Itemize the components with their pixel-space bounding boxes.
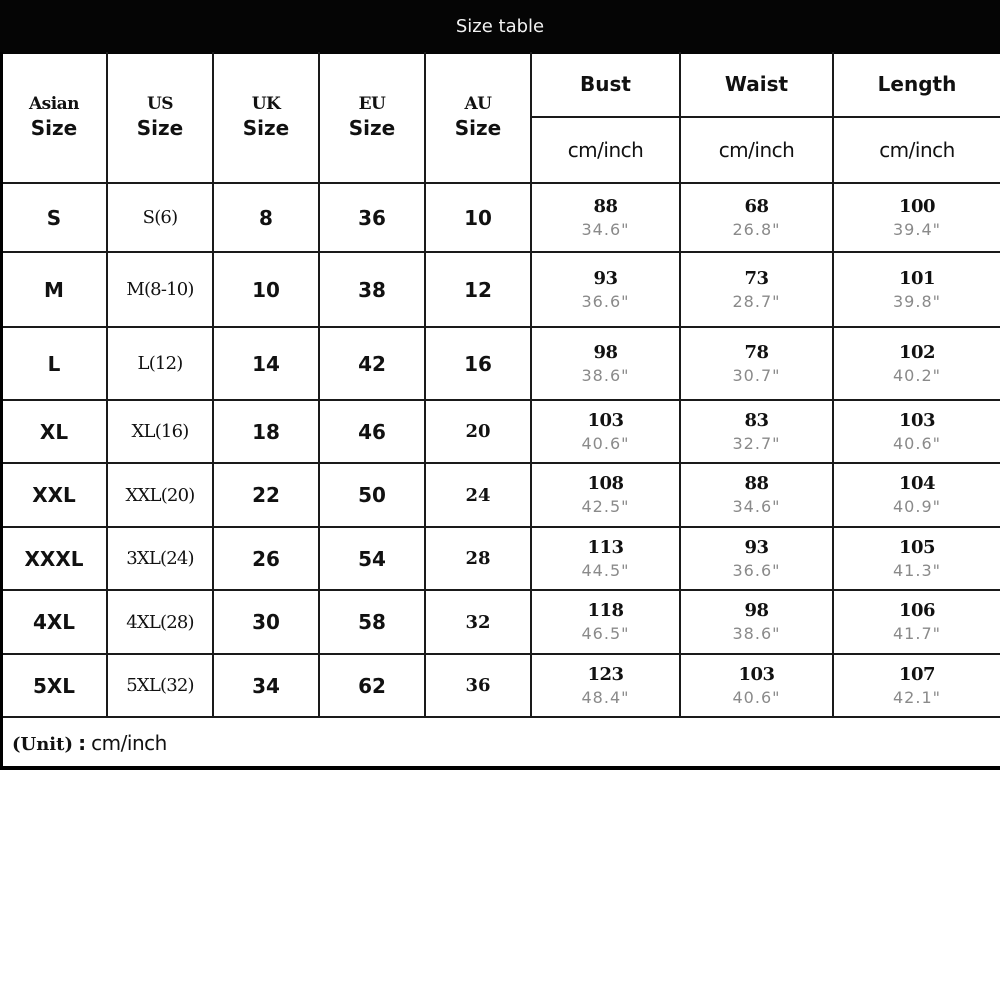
bust-cell [531, 590, 680, 654]
uk-size-cell [213, 463, 319, 527]
table-row [2, 252, 1000, 327]
length-cell [833, 654, 1000, 717]
asian-size-cell-value: 4XL [32, 610, 76, 634]
bust-cell [531, 463, 680, 527]
bust-cell [531, 252, 680, 327]
header-label: Size [136, 116, 184, 140]
waist-cm-value: 88 [744, 473, 769, 494]
au-size-cell-value: 12 [464, 277, 492, 302]
us-size-cell-value: 3XL(24) [126, 548, 194, 569]
left-border [0, 52, 3, 770]
asian-size-cell [2, 327, 107, 400]
eu-size-cell [319, 327, 425, 400]
bust-inch-value: 38.6" [581, 365, 630, 385]
eu-size-cell [319, 654, 425, 717]
au-size-cell-value: 20 [465, 421, 491, 442]
us-size-cell [107, 400, 213, 463]
au-size-cell-value: 16 [464, 351, 492, 376]
unit-note-value: cm/inch [91, 730, 167, 755]
bust-inch-value: 46.5" [581, 624, 630, 643]
asian-size-cell [2, 400, 107, 463]
waist-inch-value: 40.6" [732, 687, 781, 707]
header-row-top [2, 52, 1000, 117]
asian-size-cell-value: M [44, 277, 64, 302]
us-size-cell-value: 5XL(32) [126, 675, 194, 696]
asian-size-cell-value: 5XL [32, 673, 76, 698]
header-label: US [146, 94, 174, 114]
bust-inch-value: 36.6" [581, 291, 630, 311]
length-cm-value: 104 [898, 473, 936, 494]
au-size-cell [425, 327, 531, 400]
au-size-cell [425, 590, 531, 654]
eu-size-cell [319, 400, 425, 463]
bust-inch-value: 34.6" [581, 219, 630, 239]
eu-size-cell-value: 54 [358, 546, 386, 571]
au-size-cell-value: 24 [465, 484, 491, 506]
uk-size-cell [213, 590, 319, 654]
waist-inch-value: 28.7" [732, 291, 781, 311]
au-size-cell [425, 527, 531, 590]
length-inch-value: 41.7" [893, 624, 941, 643]
length-inch-value: 40.9" [893, 497, 941, 516]
length-cm-value: 100 [898, 195, 936, 217]
length-cell [833, 400, 1000, 463]
waist-cm-value: 83 [744, 409, 769, 431]
asian-size-cell-value: XXL [32, 483, 76, 507]
size-table [2, 52, 1000, 769]
us-size-cell-value: 4XL(28) [126, 611, 194, 633]
waist-cell [680, 463, 833, 527]
waist-cm-value: 78 [744, 341, 769, 363]
length-cell [833, 527, 1000, 590]
length-inch-value: 42.1" [893, 687, 941, 707]
footer-row [2, 717, 1000, 768]
waist-inch-value: 26.8" [732, 219, 781, 239]
eu-size-cell-value: 38 [358, 277, 386, 302]
uk-size-cell [213, 183, 319, 252]
bust-cm-value: 88 [593, 195, 618, 217]
us-size-cell-value: XL(16) [131, 421, 189, 442]
header-label: UK [251, 94, 281, 114]
length-cell [833, 590, 1000, 654]
asian-size-cell-value: XXXL [24, 546, 84, 571]
header-bust [531, 52, 680, 117]
header-waist-unit [680, 117, 833, 183]
waist-cell [680, 654, 833, 717]
header-us-size [107, 52, 213, 183]
waist-cell [680, 183, 833, 252]
waist-cell [680, 527, 833, 590]
length-cm-value: 101 [898, 267, 936, 289]
header-label: EU [358, 94, 386, 114]
eu-size-cell [319, 527, 425, 590]
header-waist [680, 52, 833, 117]
waist-cm-value: 98 [744, 600, 769, 621]
eu-size-cell [319, 252, 425, 327]
header-label: Size [454, 116, 502, 140]
table-row [2, 400, 1000, 463]
bust-inch-value: 48.4" [581, 687, 630, 707]
asian-size-cell-value: XL [39, 419, 69, 444]
waist-inch-value: 36.6" [732, 560, 781, 580]
table-row [2, 527, 1000, 590]
uk-size-cell-value: 18 [252, 419, 280, 444]
bust-cm-value: 93 [593, 267, 618, 289]
bust-cm-value: 118 [587, 600, 624, 621]
header-label: Length [877, 72, 957, 96]
length-cell [833, 463, 1000, 527]
asian-size-cell-value: L [47, 351, 61, 376]
header-length [833, 52, 1000, 117]
eu-size-cell-value: 36 [358, 205, 386, 230]
bust-cell [531, 654, 680, 717]
length-inch-value: 40.6" [893, 433, 941, 453]
table-row [2, 654, 1000, 717]
us-size-cell [107, 183, 213, 252]
header-label: Size [348, 116, 396, 140]
waist-inch-value: 30.7" [732, 365, 781, 385]
waist-inch-value: 32.7" [732, 433, 781, 453]
header-label: Size [242, 116, 290, 140]
asian-size-cell-value: S [46, 205, 62, 230]
uk-size-cell [213, 527, 319, 590]
header-asian-size [2, 52, 107, 183]
bust-inch-value: 44.5" [581, 560, 630, 580]
length-cell [833, 327, 1000, 400]
au-size-cell [425, 400, 531, 463]
uk-size-cell [213, 252, 319, 327]
asian-size-cell [2, 183, 107, 252]
unit-note [2, 717, 1000, 768]
uk-size-cell-value: 8 [259, 205, 273, 230]
page-title: Size table [0, 0, 1000, 54]
header-label: Asian [28, 94, 80, 114]
length-inch-value: 39.4" [893, 219, 941, 239]
bust-cm-value: 123 [587, 663, 624, 685]
waist-cm-value: 103 [738, 663, 775, 685]
waist-cell [680, 400, 833, 463]
au-size-cell [425, 252, 531, 327]
uk-size-cell [213, 654, 319, 717]
table-row [2, 463, 1000, 527]
eu-size-cell-value: 62 [358, 673, 386, 698]
us-size-cell [107, 252, 213, 327]
header-label: Size [30, 116, 78, 140]
header-uk-size [213, 52, 319, 183]
asian-size-cell [2, 654, 107, 717]
table-row [2, 183, 1000, 252]
table-row [2, 327, 1000, 400]
bust-cell [531, 527, 680, 590]
uk-size-cell-value: 22 [252, 483, 280, 507]
length-cell [833, 252, 1000, 327]
bust-cm-value: 108 [587, 473, 624, 494]
table-row [2, 590, 1000, 654]
waist-cell [680, 590, 833, 654]
au-size-cell [425, 654, 531, 717]
bust-cm-value: 113 [587, 536, 624, 558]
bottom-border [0, 766, 1000, 770]
header-au-size [425, 52, 531, 183]
header-label: Waist [724, 72, 789, 96]
length-cm-value: 102 [898, 341, 936, 363]
uk-size-cell-value: 14 [252, 351, 280, 376]
us-size-cell-value: M(8-10) [126, 279, 194, 300]
us-size-cell [107, 527, 213, 590]
length-inch-value: 41.3" [893, 560, 941, 580]
asian-size-cell [2, 252, 107, 327]
au-size-cell [425, 183, 531, 252]
length-inch-value: 40.2" [893, 365, 941, 385]
uk-size-cell-value: 10 [252, 277, 280, 302]
waist-cell [680, 327, 833, 400]
eu-size-cell-value: 50 [358, 483, 386, 507]
waist-inch-value: 34.6" [732, 497, 781, 516]
uk-size-cell-value: 34 [252, 673, 280, 698]
us-size-cell [107, 654, 213, 717]
header-bust-unit [531, 117, 680, 183]
us-size-cell-value: S(6) [142, 207, 178, 228]
header-length-unit [833, 117, 1000, 183]
length-cm-value: 107 [898, 663, 936, 685]
waist-cell [680, 252, 833, 327]
bust-cell [531, 327, 680, 400]
us-size-cell [107, 463, 213, 527]
uk-size-cell-value: 26 [252, 546, 280, 571]
unit-label: cm/inch [718, 138, 795, 162]
header-label: Bust [580, 72, 631, 96]
asian-size-cell [2, 463, 107, 527]
length-cell [833, 183, 1000, 252]
bust-cell [531, 183, 680, 252]
bust-inch-value: 40.6" [581, 433, 630, 453]
uk-size-cell [213, 400, 319, 463]
length-cm-value: 106 [898, 600, 936, 621]
waist-cm-value: 73 [744, 267, 769, 289]
eu-size-cell [319, 463, 425, 527]
us-size-cell [107, 590, 213, 654]
asian-size-cell [2, 527, 107, 590]
au-size-cell-value: 10 [464, 205, 492, 230]
us-size-cell [107, 327, 213, 400]
uk-size-cell-value: 30 [252, 610, 280, 634]
length-cm-value: 103 [898, 409, 936, 431]
waist-cm-value: 68 [744, 195, 769, 217]
eu-size-cell [319, 590, 425, 654]
eu-size-cell-value: 58 [358, 610, 386, 634]
au-size-cell [425, 463, 531, 527]
waist-inch-value: 38.6" [732, 624, 781, 643]
bust-cell [531, 400, 680, 463]
us-size-cell-value: XXL(20) [125, 484, 195, 506]
asian-size-cell [2, 590, 107, 654]
au-size-cell-value: 28 [465, 548, 491, 569]
header-eu-size [319, 52, 425, 183]
length-inch-value: 39.8" [893, 291, 941, 311]
unit-label: cm/inch [567, 138, 644, 162]
bust-cm-value: 103 [587, 409, 624, 431]
unit-note-separator: : [78, 730, 87, 755]
eu-size-cell-value: 46 [358, 419, 386, 444]
us-size-cell-value: L(12) [137, 353, 183, 374]
bust-inch-value: 42.5" [581, 497, 630, 516]
unit-note-label: (Unit) [12, 733, 73, 755]
au-size-cell-value: 36 [465, 675, 491, 696]
length-cm-value: 105 [898, 536, 936, 558]
au-size-cell-value: 32 [465, 611, 491, 633]
bust-cm-value: 98 [593, 341, 618, 363]
header-label: AU [464, 94, 492, 114]
waist-cm-value: 93 [744, 536, 769, 558]
eu-size-cell-value: 42 [358, 351, 386, 376]
uk-size-cell [213, 327, 319, 400]
unit-label: cm/inch [879, 138, 955, 162]
eu-size-cell [319, 183, 425, 252]
